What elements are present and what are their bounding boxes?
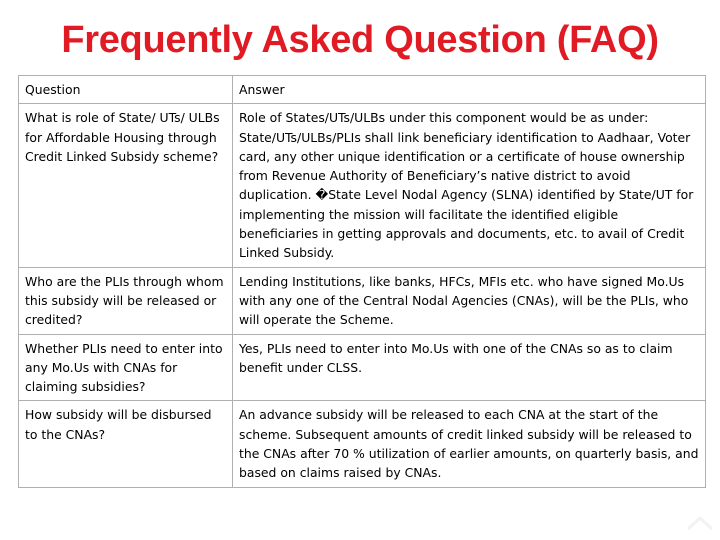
page-title: Frequently Asked Question (FAQ): [61, 19, 659, 61]
table-row: [19, 401, 706, 487]
table-row: [19, 267, 706, 334]
question-cell: Who are the PLIs through whom this subsidy will be released or credited?: [19, 267, 233, 334]
chevron-up-icon: [686, 512, 714, 532]
table-header-row: [19, 76, 706, 104]
faq-table: [18, 75, 706, 488]
answer-cell: Lending Institutions, like banks, HFCs, MFIs etc. who have signed Mo.Us with any one of the Central Nodal Agencies (CNAs), will be the PLIs, who will operate the Scheme.: [233, 267, 706, 334]
table-row: [19, 334, 706, 401]
question-cell: Whether PLIs need to enter into any Mo.Us with CNAs for claiming subsidies?: [19, 334, 233, 401]
header-question: Question: [19, 76, 233, 104]
answer-cell: An advance subsidy will be released to each CNA at the start of the scheme. Subsequent amounts of credit linked subsidy will be released to the CNAs after 70 % utilization of earlier amounts, on quarterly basis, and based on claims raised by CNAs.: [233, 401, 706, 487]
answer-cell: Yes, PLIs need to enter into Mo.Us with one of the CNAs so as to claim benefit under CLSS.: [233, 334, 706, 401]
question-cell: How subsidy will be disbursed to the CNAs?: [19, 401, 233, 487]
answer-cell: Role of States/UTs/ULBs under this component would be as under: State/UTs/ULBs/PLIs shall link beneficiary identification to Aadhaar, Voter card, any other unique identification or a certificate of house ownership from Revenue Authority of Beneficiary’s native district to avoid duplication. �State Level Nodal Agency (SLNA) identified by State/UT for implementing the mission will facilitate the identified eligible beneficiaries in getting approvals and documents, etc. to avail of Credit Linked Subsidy.: [233, 104, 706, 267]
header-answer: Answer: [233, 76, 706, 104]
table-row: [19, 104, 706, 267]
question-cell: What is role of State/ UTs/ ULBs for Affordable Housing through Credit Linked Subsidy scheme?: [19, 104, 233, 267]
